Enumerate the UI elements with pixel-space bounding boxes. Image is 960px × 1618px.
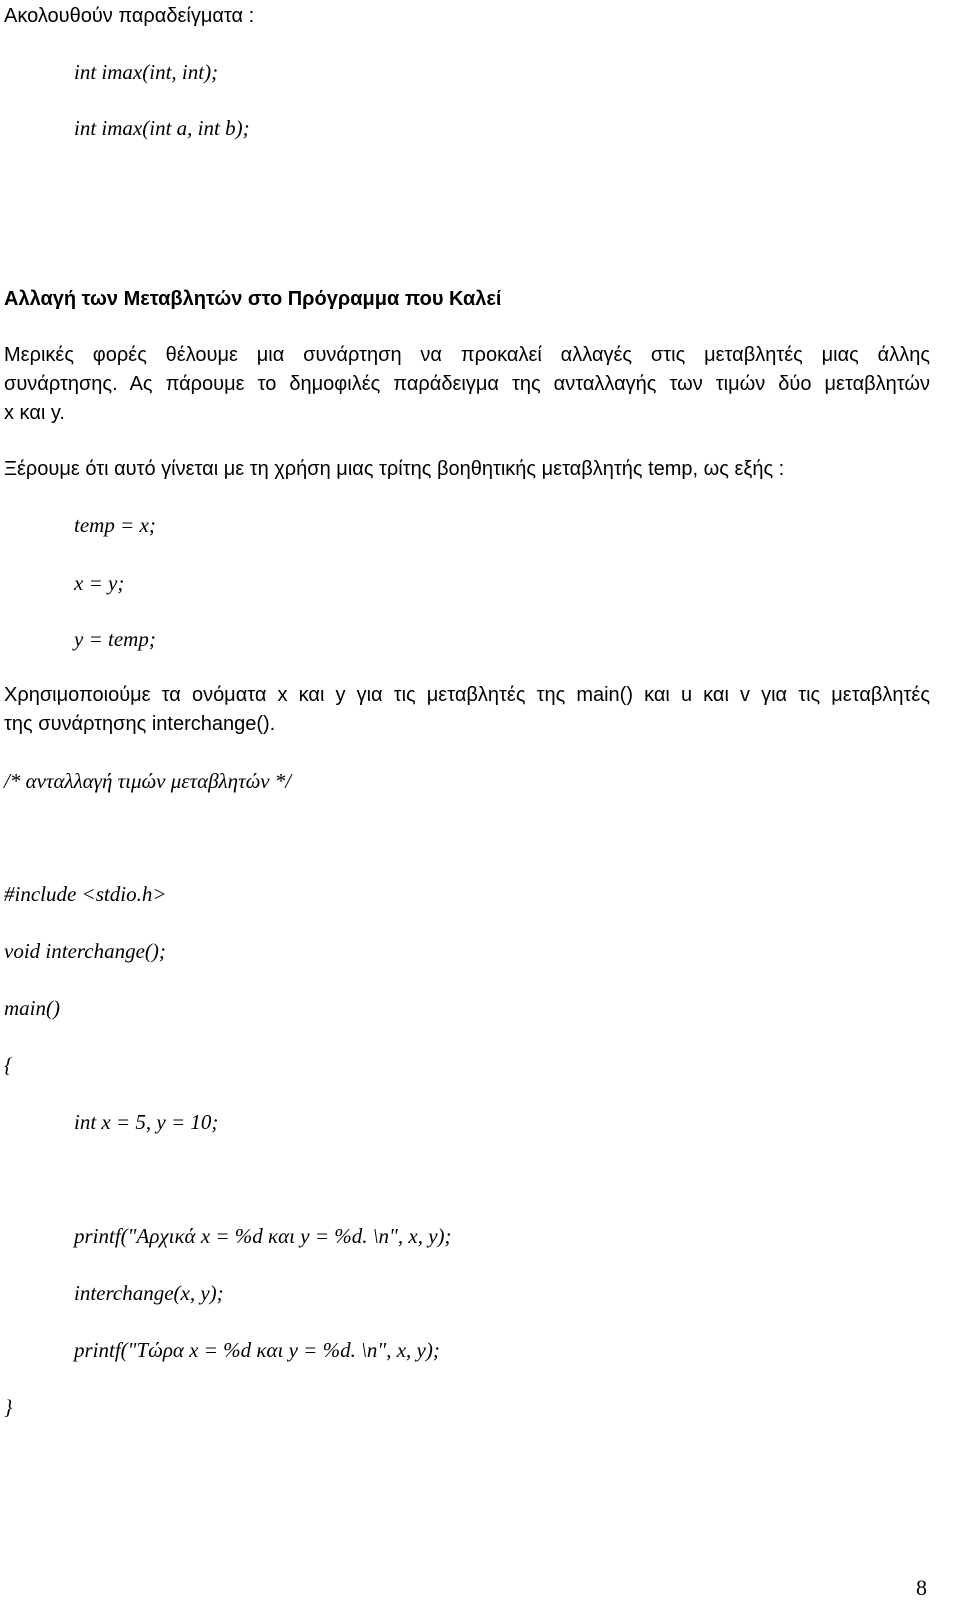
paragraph-1-line-3: x και y. — [4, 402, 65, 424]
code-include: #include <stdio.h> — [4, 882, 167, 906]
code-comment: /* ανταλλαγή τιμών μεταβλητών */ — [4, 769, 292, 793]
swap-code-line-2: x = y; — [74, 571, 125, 595]
code-open-brace: { — [4, 1053, 13, 1077]
paragraph-3-line-1: Χρησιμοποιούμε τα ονόματα x και y για τις μεταβλητές της main() και u και v για τις μεταβλητές — [4, 684, 930, 706]
swap-code-line-3: y = temp; — [74, 627, 156, 651]
section-heading: Αλλαγή των Μεταβλητών στο Πρόγραμμα που Καλεί — [4, 288, 502, 310]
code-interchange-call: interchange(x, y); — [74, 1281, 224, 1305]
code-prototype: void interchange(); — [4, 939, 166, 963]
code-printf-before: printf("Αρχικά x = %d και y = %d. \n", x, y); — [74, 1224, 452, 1248]
swap-code-line-1: temp = x; — [74, 513, 156, 537]
paragraph-1-line-2: συνάρτησης. Ας πάρουμε το δημοφιλές παράδειγμα της ανταλλαγής των τιμών δύο μεταβλητών — [4, 373, 930, 395]
page-number: 8 — [916, 1575, 927, 1600]
paragraph-3-line-2: της συνάρτησης interchange(). — [4, 713, 276, 735]
paragraph-1-line-1: Μερικές φορές θέλουμε μια συνάρτηση να προκαλεί αλλαγές στις μεταβλητές μιας άλλης — [4, 344, 930, 366]
intro-label: Ακολουθούν παραδείγματα : — [4, 5, 255, 27]
example-prototype-1: int imax(int, int); — [74, 60, 219, 84]
code-close-brace: } — [4, 1395, 13, 1419]
code-printf-after: printf("Τώρα x = %d και y = %d. \n", x, y); — [74, 1338, 440, 1362]
paragraph-2: Ξέρουμε ότι αυτό γίνεται με τη χρήση μιας τρίτης βοηθητικής μεταβλητής temp, ως εξής : — [4, 458, 785, 480]
example-prototype-2: int imax(int a, int b); — [74, 116, 250, 140]
code-main-signature: main() — [4, 996, 60, 1020]
code-declaration: int x = 5, y = 10; — [74, 1110, 219, 1134]
